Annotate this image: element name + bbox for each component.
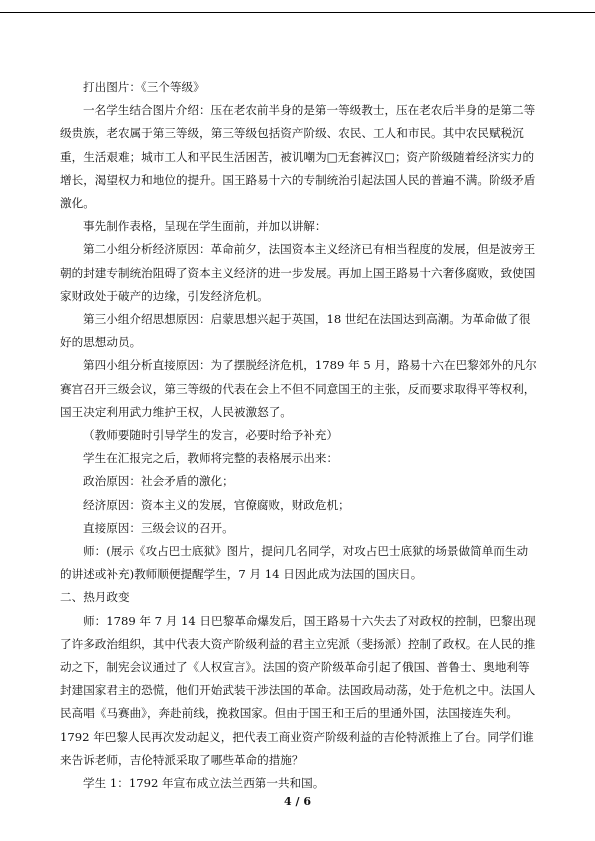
paragraph-group3-ideas: 第三小组介绍思想原因：启蒙思想兴起于英国，18 世纪在法国达到高潮。为革命做了很好的思想动员。 [60,312,531,350]
paragraph-political-cause: 政治原因：社会矛盾的激化； [83,474,234,489]
paragraph-teacher-note: （教师要随时引导学生的发言，必要时给予补充） [83,428,339,443]
header-rule [0,12,595,13]
paragraph-student-intro: 一名学生结合图片介绍：压在老农前半身的是第一等级教士，压在老农后半身的是第二等级贵族，老农属于第三等级，第三等级包括资产阶级、农民、工人和市民。其中农民赋税沉重，生活艰难；城市工人和平民生活困苦，被讥嘲为□无套裤汉□；资产阶级随着经济实力的增长，渴望权力和地位的提升。国王路易十六的专制统治引起法国人民的普遍不满。阶级矛盾激化。 [60,103,536,211]
page-number: 4 / 6 [284,795,311,808]
paragraph-bastille: 师：(展示《攻占巴士底狱》图片，提问几名同学，对攻占巴士底狱的场景做简单而生动的讲述或补充)教师顺便提醒学生，7 月 14 日因此成为法国的国庆日。 [60,544,529,582]
paragraph-table-show: 学生在汇报完之后，教师将完整的表格展示出来： [83,451,339,466]
paragraph-group2-economy: 第二小组分析经济原因：革命前夕，法国资本主义经济已有相当程度的发展，但是波旁王朝的封建专制统治阻碍了资本主义经济的进一步发展。再加上国王路易十六奢侈腐败，致使国家财政处于破产的边缘，引发经济危机。 [60,242,536,303]
paragraph-direct-cause: 直接原因：三级会议的召开。 [83,520,234,535]
section-heading-thermidor: 二、热月政变 [60,590,130,605]
paragraph-student-answer: 学生 1：1792 年宣布成立法兰西第一共和国。 [83,776,325,791]
document-body [60,76,538,795]
paragraph-teacher-revolution: 师：1789 年 7 月 14 日巴黎革命爆发后，国王路易十六失去了对政权的控制，巴黎出现了许多政治组织，其中代表大资产阶级利益的君主立宪派（斐扬派）控制了政权。在人民的推动之下，制宪会议通过了《人权宣言》。法国的资产阶级革命引起了俄国、普鲁士、奥地利等封建国家君主的恐慌，他们开始武装干涉法国的革命。法国政局动荡，处于危机之中。法国人民高唱《马赛曲》，奔赴前线，挽救国家。但由于国王和王后的里通外国，法国接连失利。1792 年巴黎人民再次发动起义，把代表工商业资产阶级利益的吉伦特派推上了台。同学们谁来告诉老师，吉伦特派采取了哪些革命的措施？ [60,613,536,767]
paragraph-show-image: 打出图片：《三个等级》 [83,80,205,94]
paragraph-economic-cause: 经济原因：资本主义的发展，官僚腐败，财政危机； [83,497,350,512]
paragraph-group4-direct: 第四小组分析直接原因：为了摆脱经济危机，1789 年 5 月，路易十六在巴黎郊外的凡尔赛宫召开三级会议，第三等级的代表在会上不但不同意国王的主张，反而要求取得平等权利，国王决定利用武力维护王权，人民被激怒了。 [60,358,537,419]
paragraph-table-prep: 事先制作表格，呈现在学生面前，并加以讲解： [83,219,327,234]
